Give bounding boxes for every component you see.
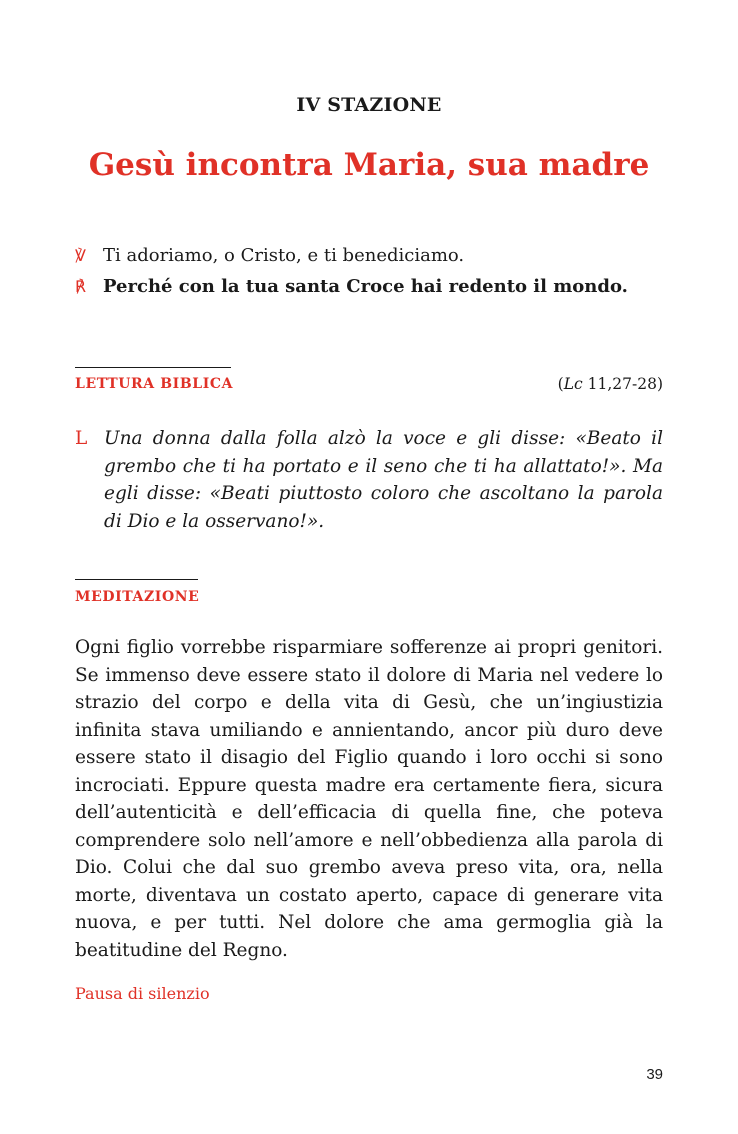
- versicle-text: Ti adoriamo, o Cristo, e ti benediciamo.: [103, 245, 465, 266]
- pause-instruction: Pausa di silenzio: [75, 984, 210, 1003]
- meditation-text: Ogni figlio vorrebbe risparmiare sofferenze ai propri genitori. Se immenso deve essere stato il dolore di Maria nel vedere lo strazio del corpo e della vita di Gesù, che un’ingiustizia infinita stava umiliando e annientando, ancor più duro deve essere stato il disagio del Figlio quando i loro occhi si sono incrociati. Eppure questa madre era certamente fiera, sicura dell’autenticità e dell’efficacia di quella fine, che poteva comprendere solo nell’amore e nell’obbedienza alla parola di Dio. Colui che dal suo grembo aveva preso vita, ora, nella morte, diventava un costato aperto, capace di generare vita nuova, e per tutti. Nel dolore che ama germoglia già la beatitudine del Regno.: [75, 637, 663, 961]
- station-title: Gesù incontra Maria, sua madre: [88, 147, 650, 183]
- versicle-line: [75, 240, 665, 271]
- meditation-rule: [75, 579, 198, 580]
- response-line: [75, 271, 665, 302]
- reading-mark: L: [75, 428, 88, 449]
- reading-heading: LETTURA BIBLICA: [75, 376, 234, 392]
- page-number: 39: [646, 1066, 663, 1083]
- response-text: Perché con la tua santa Croce hai redento il mondo.: [103, 276, 628, 297]
- response-symbol: ℟: [75, 277, 86, 296]
- bible-reading: [75, 425, 663, 535]
- reference-verses: 11,27-28): [582, 375, 663, 393]
- reference-open: (: [557, 375, 564, 393]
- reading-text: Una donna dalla folla alzò la voce e gli disse: «Beato il grembo che ti ha portato e il seno che ti ha allattato!». Ma egli disse: «Beati piuttosto coloro che ascoltano la parola di Dio e la osservano!».: [104, 428, 663, 532]
- meditation-heading: MEDITAZIONE: [75, 589, 200, 605]
- reading-reference: [558, 375, 663, 393]
- reading-rule: [75, 367, 231, 368]
- versicle-response: [75, 240, 665, 302]
- reference-book: Lc: [563, 375, 583, 393]
- station-number: IV STAZIONE: [296, 94, 442, 116]
- versicle-symbol: ℣: [75, 246, 86, 265]
